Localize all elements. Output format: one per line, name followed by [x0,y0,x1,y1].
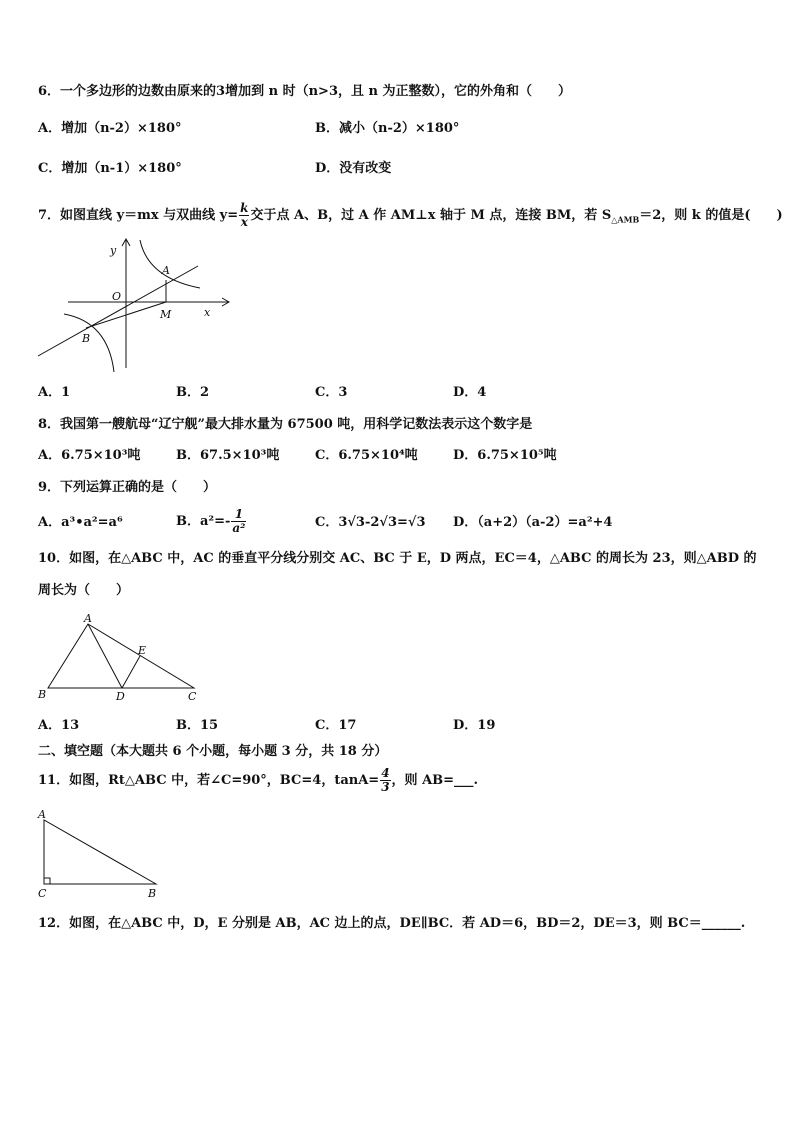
q6-stem: 6．一个多边形的边数由原来的3增加到 n 时（n>3，且 n 为正整数），它的外角和（ ） [38,84,571,99]
q7-option-d: D．4 [453,385,487,400]
q7-stem [38,202,783,229]
q7-option-c: C．3 [315,385,348,400]
q11-frac-den: 3 [381,780,390,794]
q10-label-a: A [84,614,92,625]
q8-option-a: A．6.75×10³吨 [38,448,141,463]
q8-stem: 8．我国第一艘航母“辽宁舰”最大排水量为 67500 吨，用科学记数法表示这个数字是 [38,417,533,432]
q10-option-c: C．17 [315,718,357,733]
q12-stem: 12．如图，在△ABC 中，D，E 分别是 AB，AC 边上的点，DE∥BC．若 AD＝6，BD＝2，DE＝3，则 BC＝______. [38,916,746,931]
q7-option-a: A．1 [38,385,71,400]
q11-label-a: A [38,808,46,821]
q7-stem-pre: 7．如图直线 y＝mx 与双曲线 y= [38,208,239,223]
q11-label-c: C [38,887,47,900]
q7-line-mx [38,266,198,356]
section-2-heading: 二、填空题（本大题共 6 个小题，每小题 3 分，共 18 分） [38,744,388,759]
q6-option-a: A．增加（n-2）×180° [38,121,182,136]
q11-frac-num: 4 [381,766,390,780]
q11-fraction [380,767,390,794]
q10-figure [36,614,206,706]
q9-option-b-fraction [231,508,246,535]
q7-label-y: y [110,244,117,257]
q8-option-d: D．6.75×10⁵吨 [453,448,557,463]
q10-label-c: C [188,690,197,703]
q9-option-d: D．（a+2）（a-2）=a²+4 [453,515,613,530]
q11-right-angle-mark [44,878,50,884]
q7-frac-num: k [240,201,249,215]
q7-hyperbola-upper [140,240,200,288]
q11-stem [38,767,478,794]
q10-option-d: D．19 [453,718,496,733]
q8-option-c: C．6.75×10⁴吨 [315,448,418,463]
q10-stem-line1: 10．如图，在△ABC 中，AC 的垂直平分线分别交 AC、BC 于 E，D 两点，EC＝4，△ABC 的周长为 23，则△ABD 的 [38,551,757,566]
q7-stem-post: 交于点 A、B，过 A 作 AM⊥x 轴于 M 点，连接 BM，若 S [250,208,612,223]
q10-segment-ad [88,624,122,688]
q9-option-b-num: 1 [231,508,246,522]
q10-option-b: B．15 [176,718,219,733]
q10-label-e: E [138,644,147,657]
q7-subscript: △AMB [611,214,640,225]
q8-option-b: B．67.5×10³吨 [176,448,280,463]
q11-stem-pre: 11．如图，Rt△ABC 中，若∠C=90°，BC=4，tanA= [38,773,380,788]
q7-frac-den: x [240,215,248,229]
q9-option-b-pre: B．a²=- [176,514,231,529]
q7-option-b: B．2 [176,385,210,400]
q10-triangle-abc [48,624,194,688]
q10-segment-de [122,656,140,688]
q6-option-d: D．没有改变 [315,161,392,176]
q10-label-d: D [116,690,125,703]
q6-option-b: B．减小（n-2）×180° [315,121,460,136]
q7-label-m: M [160,308,172,321]
q11-triangle-abc [44,820,156,884]
q6-option-c: C．增加（n-1）×180° [38,161,182,176]
q9-stem: 9．下列运算正确的是（ ） [38,480,217,495]
q10-stem-line2: 周长为（ ） [38,583,130,598]
q9-option-b-den: a² [232,521,246,535]
q7-stem-end: ＝2，则 k 的值是( ) [639,208,783,223]
q7-label-o: O [112,290,122,303]
q7-label-a: A [162,264,170,277]
q11-stem-post: ，则 AB=___. [391,773,479,788]
q7-label-x: x [204,306,211,319]
q10-option-a: A．13 [38,718,80,733]
q11-figure [34,808,164,900]
q9-option-c: C．3√3-2√3=√3 [315,515,426,530]
q9-option-a: A．a³•a²=a⁶ [38,515,123,530]
q10-label-b: B [38,688,47,701]
q7-label-b: B [82,332,91,345]
q11-label-b: B [148,887,157,900]
q7-fraction [239,202,249,229]
q9-option-b [176,508,247,535]
q7-figure [36,236,236,374]
